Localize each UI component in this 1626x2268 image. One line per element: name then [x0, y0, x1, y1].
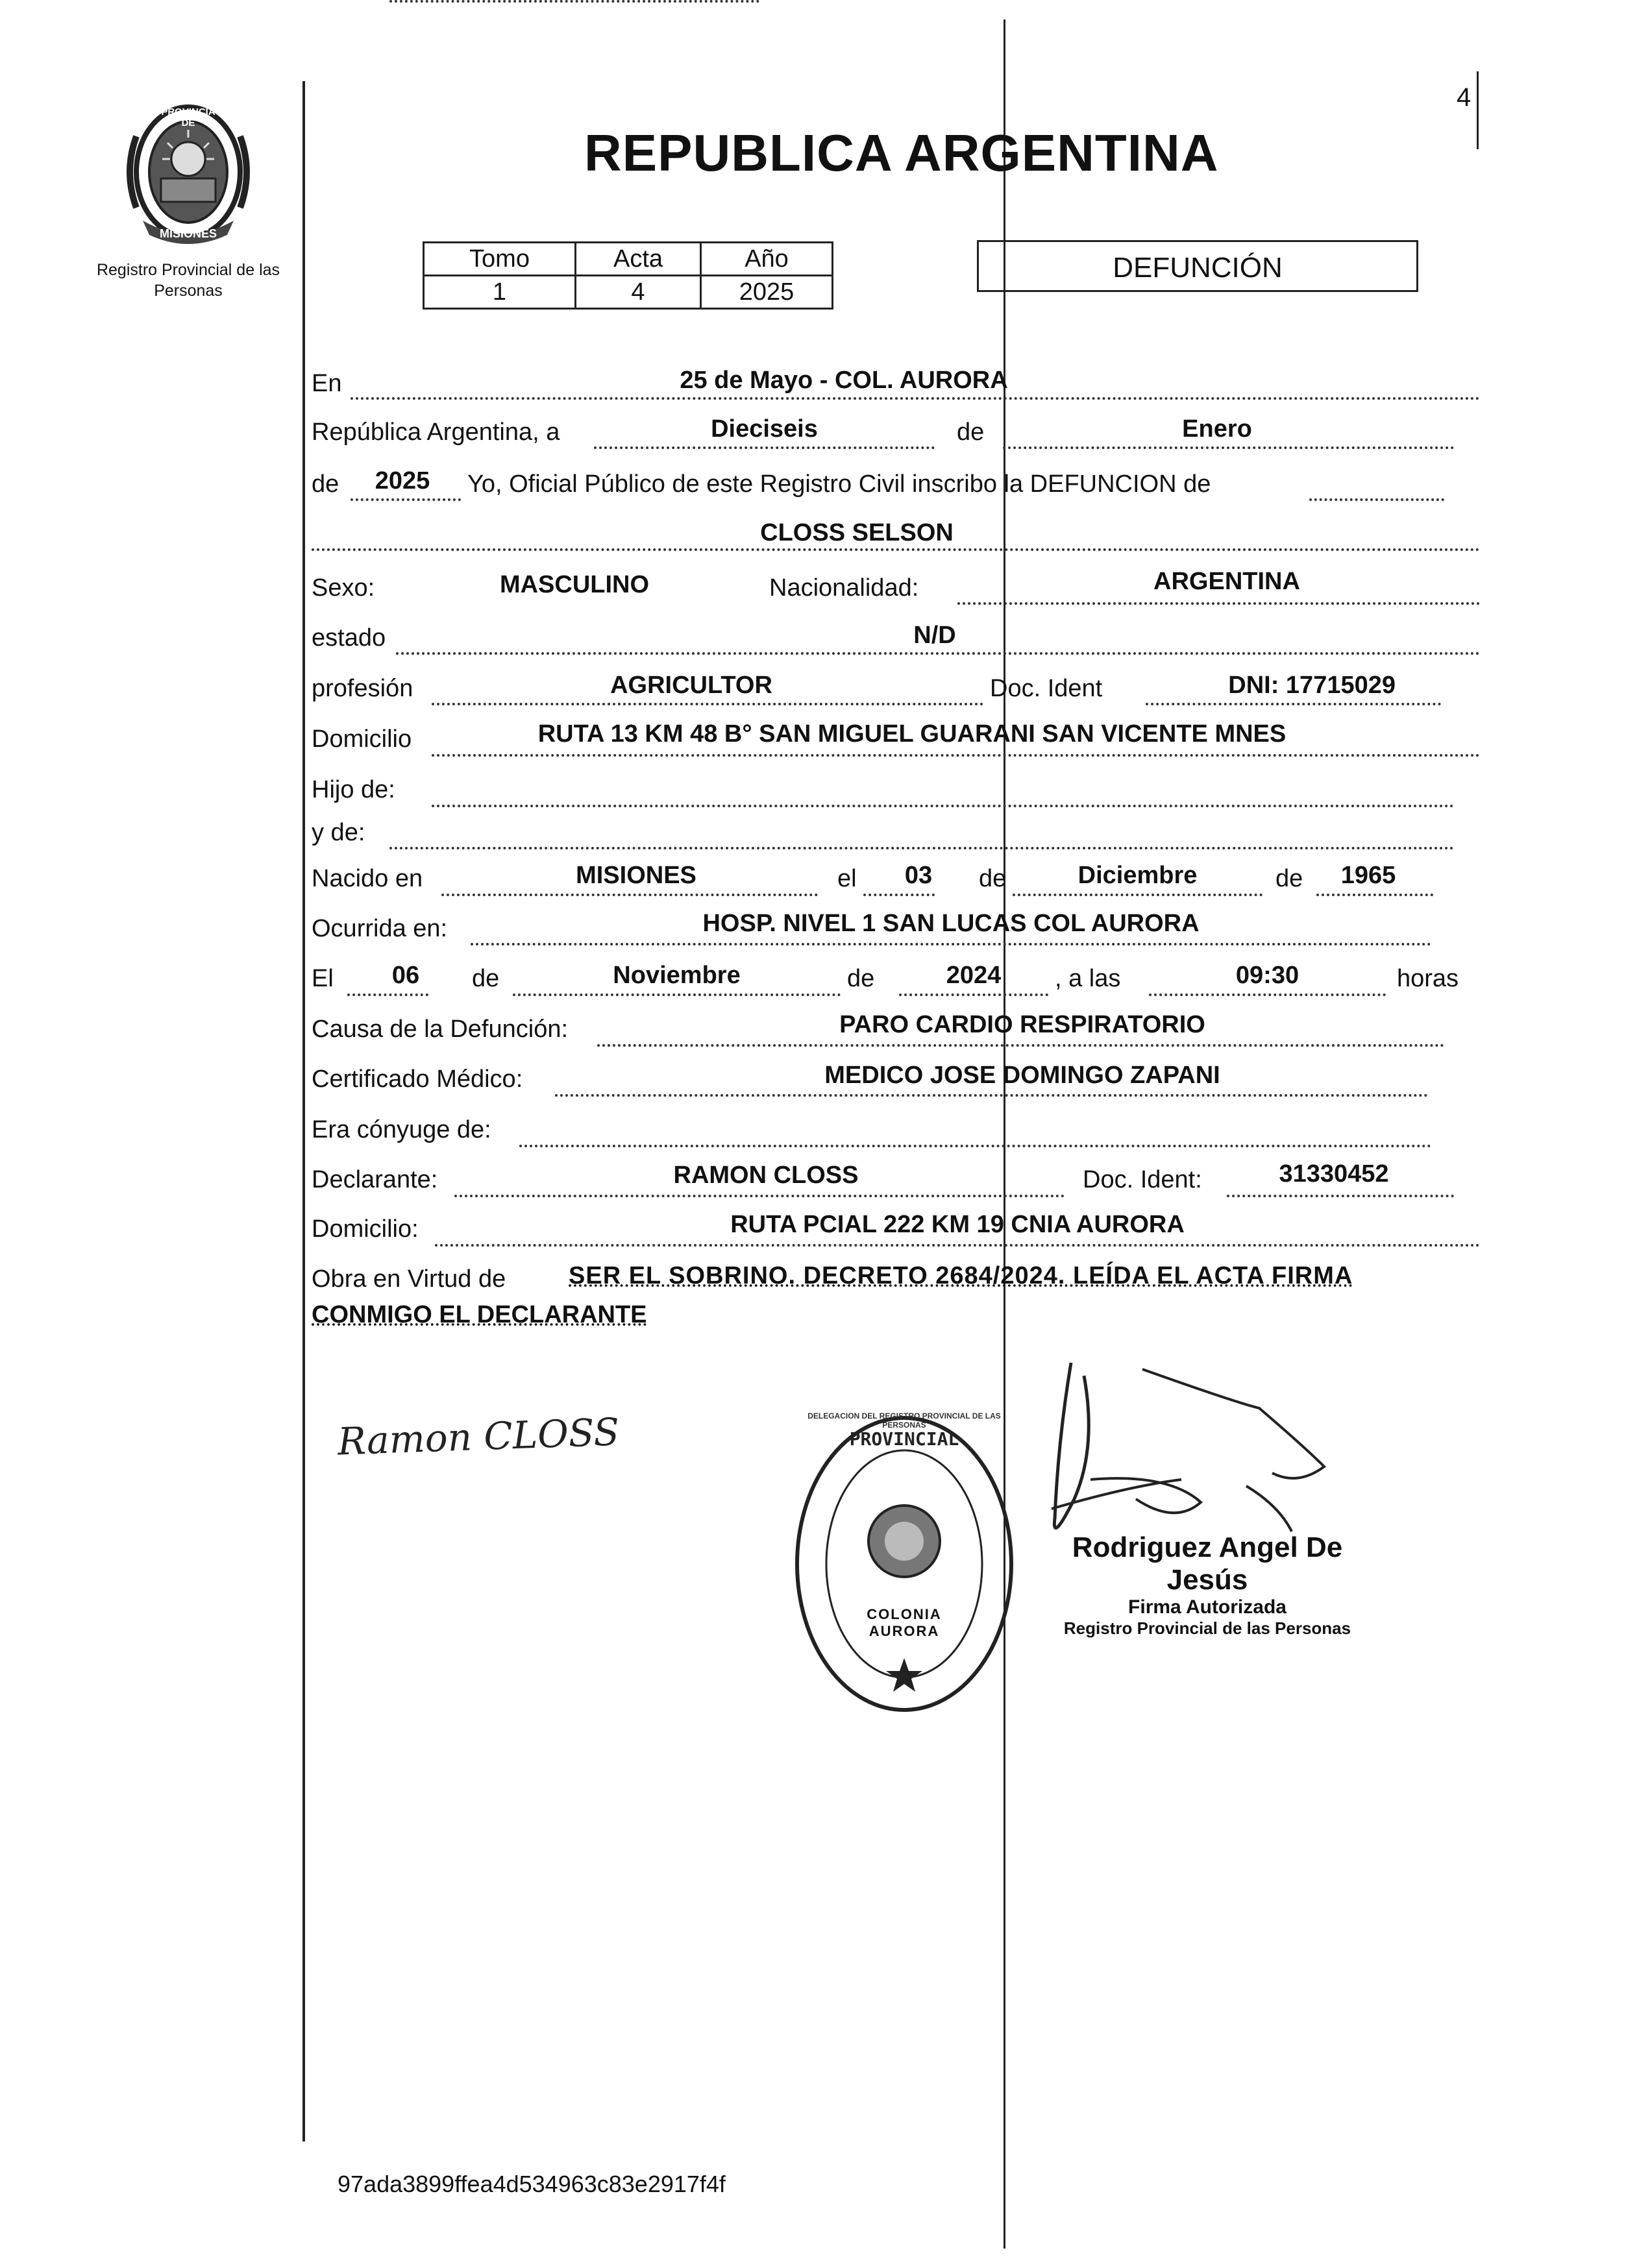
logo-text-top: PROVINCIA DE: [161, 106, 216, 128]
decl-domicilio-value: RUTA PCIAL 222 KM 19 CNIA AURORA: [730, 1211, 1185, 1238]
name-dots: [312, 548, 1480, 551]
birth-day-dots: [863, 894, 935, 896]
decl-domicilio-label: Domicilio:: [312, 1215, 419, 1243]
death-de2-label: de: [847, 965, 875, 992]
coat-of-arms-logo: [117, 97, 260, 247]
el-label: el: [837, 865, 857, 892]
alas-label: , a las: [1055, 965, 1121, 992]
certificado-value: MEDICO JOSE DOMINGO ZAPANI: [824, 1062, 1220, 1089]
horas-label: horas: [1397, 965, 1459, 992]
ocurrida-label: Ocurrida en:: [312, 915, 448, 942]
yde-label: y de:: [312, 819, 365, 846]
de-label: de: [957, 419, 985, 446]
acta-value-tomo: 1: [424, 276, 576, 309]
officer-role: Firma Autorizada: [1128, 1596, 1287, 1618]
ocurrida-dots: [471, 943, 1431, 945]
record-type-box: DEFUNCIÓN: [977, 240, 1418, 292]
acta-value-acta: 4: [576, 276, 701, 309]
year-dots: [351, 498, 461, 501]
death-year-value: 2024: [946, 962, 1002, 989]
declarante-label: Declarante:: [312, 1166, 438, 1193]
death-day-dots: [347, 994, 428, 996]
causa-value: PARO CARDIO RESPIRATORIO: [839, 1011, 1205, 1038]
birth-month-dots: [1013, 894, 1263, 896]
acta-header-acta: Acta: [576, 243, 701, 276]
official-dots: [1309, 498, 1444, 501]
decl-doc-dots: [1227, 1195, 1454, 1197]
profesion-label: profesión: [312, 675, 413, 702]
seal-inner-text: COLONIA AURORA: [867, 1606, 942, 1639]
en-dots: [351, 397, 1480, 400]
republica-label: República Argentina, a: [312, 419, 560, 446]
yde-dots: [389, 847, 1454, 849]
sexo-value: MASCULINO: [499, 571, 650, 598]
birth-de2-label: de: [1275, 865, 1303, 892]
year-value: 2025: [375, 467, 430, 494]
death-time-value: 09:30: [1235, 962, 1300, 989]
sexo-dots: [389, 0, 759, 3]
nacionalidad-value: ARGENTINA: [1153, 568, 1300, 595]
decl-domicilio-dots: [435, 1244, 1480, 1247]
page-title: REPUBLICA ARGENTINA: [584, 124, 1219, 182]
declarante-value: RAMON CLOSS: [673, 1162, 859, 1189]
ocurrida-value: HOSP. NIVEL 1 SAN LUCAS COL AURORA: [702, 910, 1200, 937]
certificado-dots: [555, 1094, 1428, 1097]
hijo-label: Hijo de:: [312, 776, 395, 803]
domicilio-value: RUTA 13 KM 48 B° SAN MIGUEL GUARANI SAN VICENTE MNES: [537, 720, 1287, 748]
day-words-value: Dieciseis: [711, 415, 818, 443]
birth-year-dots: [1316, 894, 1433, 896]
deceased-name-value: CLOSS SELSON: [760, 519, 954, 546]
seal-outer-text: DELEGACION DEL REGISTRO PROVINCIAL DE LAS PERSONAS: [807, 1411, 1001, 1430]
conyuge-label: Era cónyuge de:: [312, 1116, 491, 1143]
profesion-dots: [432, 703, 983, 705]
domicilio-label: Domicilio: [312, 726, 412, 753]
decl-doc-label: Doc. Ident:: [1083, 1166, 1202, 1193]
acta-header-anio: Año: [701, 243, 833, 276]
birth-de1-label: de: [979, 865, 1007, 892]
conyuge-dots: [519, 1145, 1431, 1147]
officer-org: Registro Provincial de las Personas: [1063, 1618, 1351, 1638]
sexo-label: Sexo:: [312, 574, 375, 602]
center-fold-line: [1004, 19, 1005, 2249]
right-margin-line: [1477, 71, 1479, 149]
declarant-signature: Ramon CLOSS: [336, 1409, 621, 1464]
nacido-value: MISIONES: [576, 862, 696, 889]
death-year-dots: [899, 994, 1048, 996]
registry-name: Registro Provincial de las Personas: [96, 261, 280, 300]
birth-month-value: Diciembre: [1078, 862, 1198, 889]
nacionalidad-label: Nacionalidad:: [769, 574, 919, 602]
nacionalidad-dots: [957, 602, 1480, 605]
officer-stamp: [1045, 1531, 1370, 1639]
declarante-dots: [454, 1195, 1065, 1197]
registry-seal-icon: [791, 1411, 1018, 1716]
doc-label: Doc. Ident: [990, 675, 1103, 702]
place-value: 25 de Mayo - COL. AURORA: [680, 367, 1008, 394]
day-dots: [594, 446, 935, 449]
obra-label: Obra en Virtud de: [312, 1265, 506, 1293]
acta-value-anio: 2025: [701, 276, 833, 309]
official-text: Yo, Oficial Público de este Registro Civil inscribo la DEFUNCION de: [467, 470, 1211, 498]
hijo-dots: [432, 805, 1454, 807]
estado-value: N/D: [913, 622, 956, 649]
page-number: 4: [1457, 83, 1472, 112]
profesion-value: AGRICULTOR: [610, 672, 772, 699]
svg-text:PROVINCIAL: PROVINCIAL: [849, 1428, 959, 1450]
death-month-dots: [513, 994, 841, 996]
nacido-label: Nacido en: [312, 865, 423, 892]
death-de1-label: de: [472, 965, 500, 992]
document-hash: 97ada3899ffea4d534963c83e2917f4f: [338, 2171, 726, 2197]
officer-signature-scribble: [1000, 1350, 1402, 1544]
death-day-value: 06: [391, 962, 420, 989]
death-month-value: Noviembre: [613, 962, 741, 989]
doc-dots: [1146, 703, 1441, 705]
estado-label: estado: [312, 624, 386, 652]
official-seal: [791, 1411, 1018, 1716]
month-dots: [1003, 446, 1454, 449]
year-prefix-label: de: [312, 470, 339, 498]
nacido-dots: [441, 894, 818, 896]
acta-header-tomo: Tomo: [424, 243, 576, 276]
en-label: En: [312, 370, 342, 397]
obra-line1: SER EL SOBRINO. DECRETO 2684/2024. LEÍDA EL ACTA FIRMA: [569, 1262, 1353, 1289]
domicilio-dots: [432, 754, 1480, 757]
causa-label: Causa de la Defunción:: [312, 1016, 569, 1043]
certificado-label: Certificado Médico:: [312, 1066, 523, 1093]
obra-line2: CONMIGO EL DECLARANTE: [312, 1301, 647, 1328]
birth-year-value: 1965: [1340, 862, 1396, 889]
el2-label: El: [312, 965, 334, 992]
death-time-dots: [1149, 994, 1386, 996]
decl-doc-value: 31330452: [1279, 1160, 1389, 1188]
logo-text-bottom: MISIONES: [159, 227, 217, 240]
estado-dots: [396, 652, 1480, 655]
birth-day-value: 03: [904, 862, 933, 889]
doc-value: DNI: 17715029: [1228, 672, 1396, 699]
left-margin-line: [302, 81, 305, 2141]
acta-table: [423, 241, 833, 310]
month-value: Enero: [1182, 415, 1252, 443]
causa-dots: [597, 1044, 1444, 1047]
officer-name: Rodriguez Angel De Jesús: [1072, 1531, 1343, 1596]
